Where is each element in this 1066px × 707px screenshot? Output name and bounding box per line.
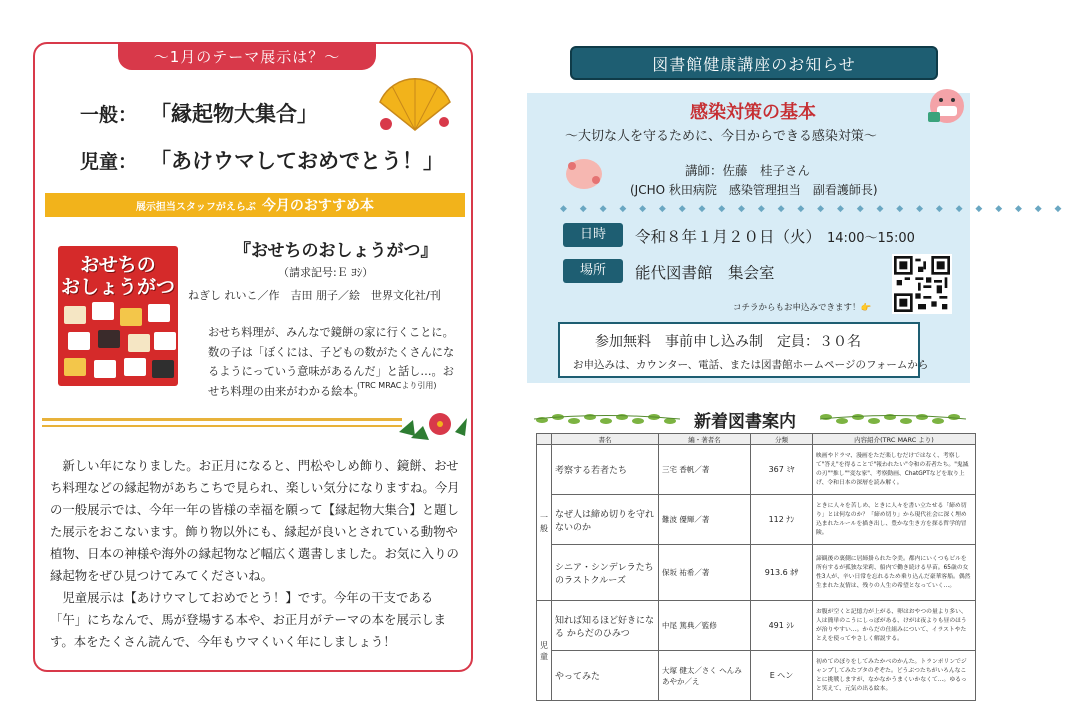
intro-paragraph-general: 新しい年になりました。お正月になると、門松やしめ飾り、鏡餅、おせち料理などの縁起物があちこちで見られ、楽しい気分になりますね。今月の一般展示では、今年一年の皆様の幸福を願って【縁起物大集合】と題した展示をおこないます。飾り物以外にも、縁起が良いとされている動物や植物、日本の神様や海外の縁起物など幅広く選書しました。お気に入りの縁起物をぜひ見つけてみてくださいね。 (50, 458, 460, 583)
row-description: お腹が空くと記憶力が上がる、卵はおやつの量より多い、人は簡単のこうにしっぽがある、けがは夜よりも昼のほうが治りやすい…。からだの仕組みについて、イラストやたとえを使ってやさしく解説する。 (813, 601, 976, 651)
new-books-title: 新着図書案内 (694, 412, 796, 432)
table-header-row (537, 434, 976, 445)
row-title: やってみた (552, 651, 659, 701)
row-author: 三宅 香帆／著 (659, 445, 751, 495)
header-author: 編・著者名 (659, 434, 751, 445)
recommendation-small-label: 展示担当スタッフがえらぶ (135, 202, 256, 213)
folding-fan-icon (378, 72, 452, 134)
recommendation-big-label: 今月のおすすめ本 (261, 198, 375, 214)
plum-blossom-icon (395, 402, 470, 444)
row-call: 913.6 ﾎｻ (751, 545, 813, 601)
gold-divider-2 (42, 425, 402, 427)
date-value (635, 225, 915, 247)
row-description: 初めてのぼりをしてみたかべのかんた。トランポリンでジャンプしてみたブタのぞぞた。どうぶつたちがいろんなことに挑戦しますが、なかなかうまくいかなくて…。ゆるっと笑えて、元気の出る絵本。 (813, 651, 976, 701)
header-call: 分類 (751, 434, 813, 445)
table-row (537, 545, 976, 601)
row-title: 知れば知るほど好きになる からだのひみつ (552, 601, 659, 651)
row-description: ときに人々を苦しめ、ときに人々を書い立たせる「締め切り」とは何なのか？「締め切り」から現代社会に深く埋め込まれたルールを描き出し、豊かな生き方を探る哲学的冒険。 (813, 495, 976, 545)
row-title: 考察する若者たち (552, 445, 659, 495)
qr-code[interactable] (892, 254, 952, 314)
qr-note: コチラからもお申込みできます！👉 (733, 303, 872, 313)
new-books-table (536, 433, 976, 701)
fee-info: 参加無料 事前申し込み制 定員：３０名 (595, 334, 861, 350)
lecture-header: 図書館健康講座のお知らせ (570, 46, 938, 80)
application-info: お申込みは、カウンター、電話、または図書館ホームページのフォームから (573, 359, 929, 371)
date-text: 令和８年１月２０日（火） (635, 228, 822, 246)
row-call: E ヘン (751, 651, 813, 701)
table-row (537, 601, 976, 651)
row-title: なぜ人は締め切りを守れないのか (552, 495, 659, 545)
table-row (537, 651, 976, 701)
intro-paragraph-kids: 児童展示は【あけウマしておめでとう！】です。今年の干支である「午」にちなんで、馬が登場する本や、お正月がテーマの本を展示します。本をたくさん読んで、今年もウマくいく年にしましょう！ (50, 590, 447, 649)
row-author: 大塚 健太／さく へんみ あやか／え (659, 651, 751, 701)
row-description: 諦観後の裏側に居締掛られた令美。都内にいくつもビルを所有するが孤独な栄莉、船内で働き続ける早苗。65歳の女性3人が、辛い日常を忘れるため乗り込んだ豪華客船。偶然生まれた友情は、残りの人生の希望となっていく…。 (813, 545, 976, 601)
row-author: 中尾 篤典／監修 (659, 601, 751, 651)
decorative-dots: ◆ ◆ ◆ ◆ ◆ ◆ ◆ ◆ ◆ ◆ ◆ ◆ ◆ ◆ ◆ ◆ ◆ ◆ ◆ ◆ ◆ ◆ ◆ ◆ ◆ ◆ (560, 204, 1066, 214)
table-row (537, 445, 976, 495)
row-call: 367 ﾐﾔ (751, 445, 813, 495)
book-source: (TRC MRACより引用) (357, 381, 437, 390)
date-label: 日時 (563, 223, 623, 247)
table-row (537, 495, 976, 545)
book-title: 『おせちのおしょうがつ』 (234, 241, 438, 261)
recommendation-bar (45, 193, 465, 217)
exhibit-introduction (50, 455, 460, 653)
general-label: 一般： (80, 104, 138, 126)
header-description: 内容紹介(TRC MARC より) (813, 434, 976, 445)
row-author: 難波 優輝／著 (659, 495, 751, 545)
lecture-subtitle: ～大切な人を守るために、今日からできる感染対策～ (565, 129, 877, 144)
category-kids: 児童 (537, 601, 552, 701)
kids-label: 児童： (80, 151, 138, 173)
book-call-number: （請求記号:Ｅ ﾖｼ） (278, 266, 374, 279)
time-text: 14:00～15:00 (827, 231, 915, 246)
lecture-title: 感染対策の基本 (690, 102, 816, 123)
row-description: 映画やドラマ、漫画をただ楽しむだけではなく、考察して"答え"を得ることで"報われたい"令和の若者たち。"鬼滅の刃""推し""変な家"、考察動画、ChatGPTなどを取り上げ、令和日本の深層を読み解く。 (813, 445, 976, 495)
row-call: 491 ｼﾚ (751, 601, 813, 651)
kids-theme-title: 「あけウマしておめでとう！」 (150, 149, 444, 173)
book-author: ねぎし れいこ／作 吉田 朋子／絵 世界文化社/刊 (188, 289, 441, 302)
book-cover-image (58, 246, 178, 386)
general-theme-title: 「縁起物大集合」 (150, 102, 318, 126)
header-title: 書名 (552, 434, 659, 445)
lecturer-affiliation: (JCHO 秋田病院 感染管理担当 副看護師長) (630, 183, 878, 197)
cover-title-line1: おせちの (80, 254, 156, 276)
category-general: 一般 (537, 445, 552, 601)
hand-wash-icon (560, 152, 608, 194)
header-category (537, 434, 552, 445)
row-author: 保坂 祐希／著 (659, 545, 751, 601)
place-label: 場所 (563, 259, 623, 283)
gold-divider (42, 418, 402, 421)
theme-header: ～1月のテーマ展示は？～ (118, 44, 376, 70)
place-value: 能代図書館 集会室 (635, 264, 775, 282)
row-title: シニア・シンデレラたちのラストクルーズ (552, 545, 659, 601)
book-cover-title (58, 254, 178, 298)
cover-title-line2: おしょうがつ (60, 276, 175, 298)
row-call: 112 ﾅﾝ (751, 495, 813, 545)
book-description-text: おせち料理が、みんなで鏡餅の家に行くことに。数の子は「ぼくには、子どもの数がたくさんになるようにっていう意味があるんだ」と話し…。おせち料理の由来がわかる絵本。 (208, 326, 455, 398)
lecturer-name: 講師：佐藤 桂子さん (685, 163, 811, 178)
germ-character-icon (924, 86, 970, 128)
